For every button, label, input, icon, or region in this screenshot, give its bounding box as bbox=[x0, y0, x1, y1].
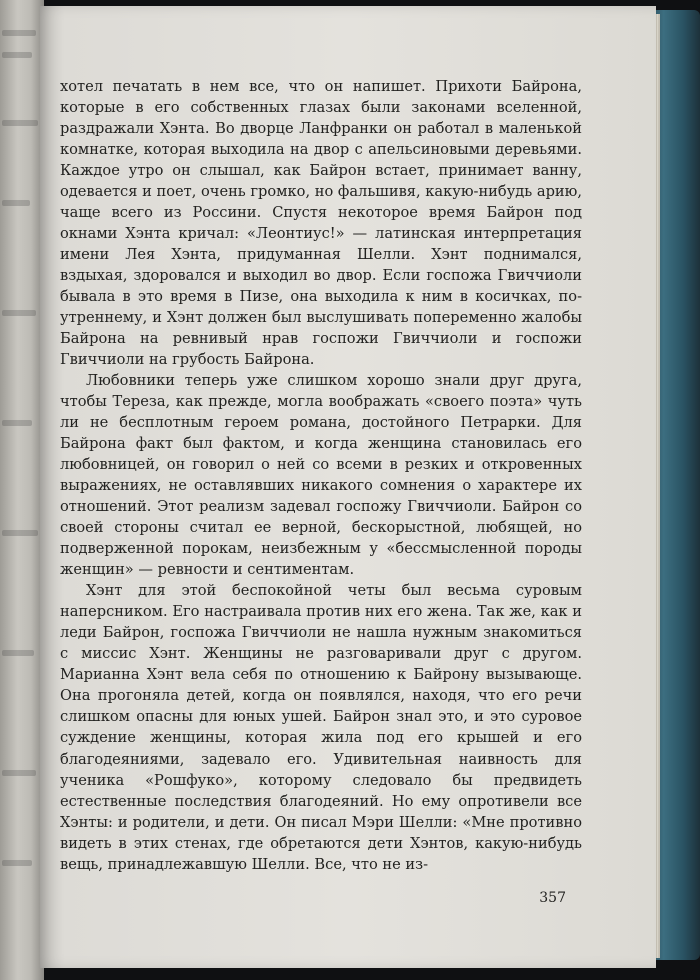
left-page-text-bleed bbox=[2, 650, 34, 656]
page-text bbox=[60, 76, 582, 875]
left-page-text-bleed bbox=[2, 310, 36, 316]
left-page-text-bleed bbox=[2, 860, 32, 866]
left-page-text-bleed bbox=[2, 200, 30, 206]
left-page-text-bleed bbox=[2, 52, 32, 58]
book-page bbox=[40, 6, 656, 968]
left-page-text-bleed bbox=[2, 770, 36, 776]
paragraph: Хэнт для этой беспокойной четы был весьма суровым наперсником. Его настраивала против них его жена. Так же, как и леди Байрон, госпожа Гвиччиоли не нашла нужным знакомиться с миссис Хэнт. Женщины не разговаривали друг с другом. Марианна Хэнт вела себя по отношению к Байрону вызывающе. Она прогоняла детей, когда он появлялся, находя, что его речи слишком опасны для юных ушей. Байрон знал это, и это суровое суждение женщины, которая жила под его крышей и его благодеяниями, задевало его. Удивительная наивность для ученика «Рошфуко», которому следовало бы предвидеть естественные последствия благодеяний. Но ему опротивели все Хэнты: и родители, и дети. Он писал Мэри Шелли: «Мне противно видеть в этих стенах, где обретаются дети Хэнтов, какую-нибудь вещь, принадлежавшую Шелли. Все, что не из- bbox=[60, 582, 582, 873]
left-page-text-bleed bbox=[2, 420, 32, 426]
paragraph: хотел печатать в нем все, что он напишет. Прихоти Байрона, которые в его собственных глазах были законами вселенной, раздражали Хэнта. Во дворце Ланфранки он работал в маленькой комнатке, которая выходила на двор с апельсиновыми деревьями. Каждое утро он слышал, как Байрон встает, принимает ванну, одевается и поет, очень громко, но фальшивя, какую-нибудь арию, чаще всего из Россини. Спустя некоторое время Байрон под окнами Хэнта кричал: «Леонтиус!» — латинская интерпретация имени Лея Хэнта, придуманная Шелли. Хэнт поднимался, вздыхая, здоровался и выходил во двор. Если госпожа Гвиччиоли бывала в это время в Пизе, она выходила к ним в косичках, по-утреннему, и Хэнт должен был выслушивать попеременно жалобы Байрона на ревнивый нрав госпожи Гвиччиоли и госпожи Гвиччиоли на грубость Байрона. bbox=[60, 78, 582, 369]
left-page-text-bleed bbox=[2, 120, 38, 126]
left-facing-page bbox=[0, 0, 44, 980]
paragraph: Любовники теперь уже слишком хорошо знали друг друга, чтобы Тереза, как прежде, могла воображать «своего поэта» чуть ли не бесплотным героем романа, достойного Петрарки. Для Байрона факт был фактом, и когда женщина становилась его любовницей, он говорил о ней со всеми в резких и откровенных выражениях, не оставлявших никакого сомнения о характере их отношений. Этот реализм задевал госпожу Гвиччиоли. Байрон со своей стороны считал ее верной, бескорыстной, любящей, но подверженной порокам, неизбежным у «бессмысленной породы женщин» — ревности и сентиментам. bbox=[60, 372, 582, 579]
left-page-text-bleed bbox=[2, 530, 38, 536]
left-page-text-bleed bbox=[2, 30, 36, 36]
page-number: 357 bbox=[539, 890, 566, 906]
